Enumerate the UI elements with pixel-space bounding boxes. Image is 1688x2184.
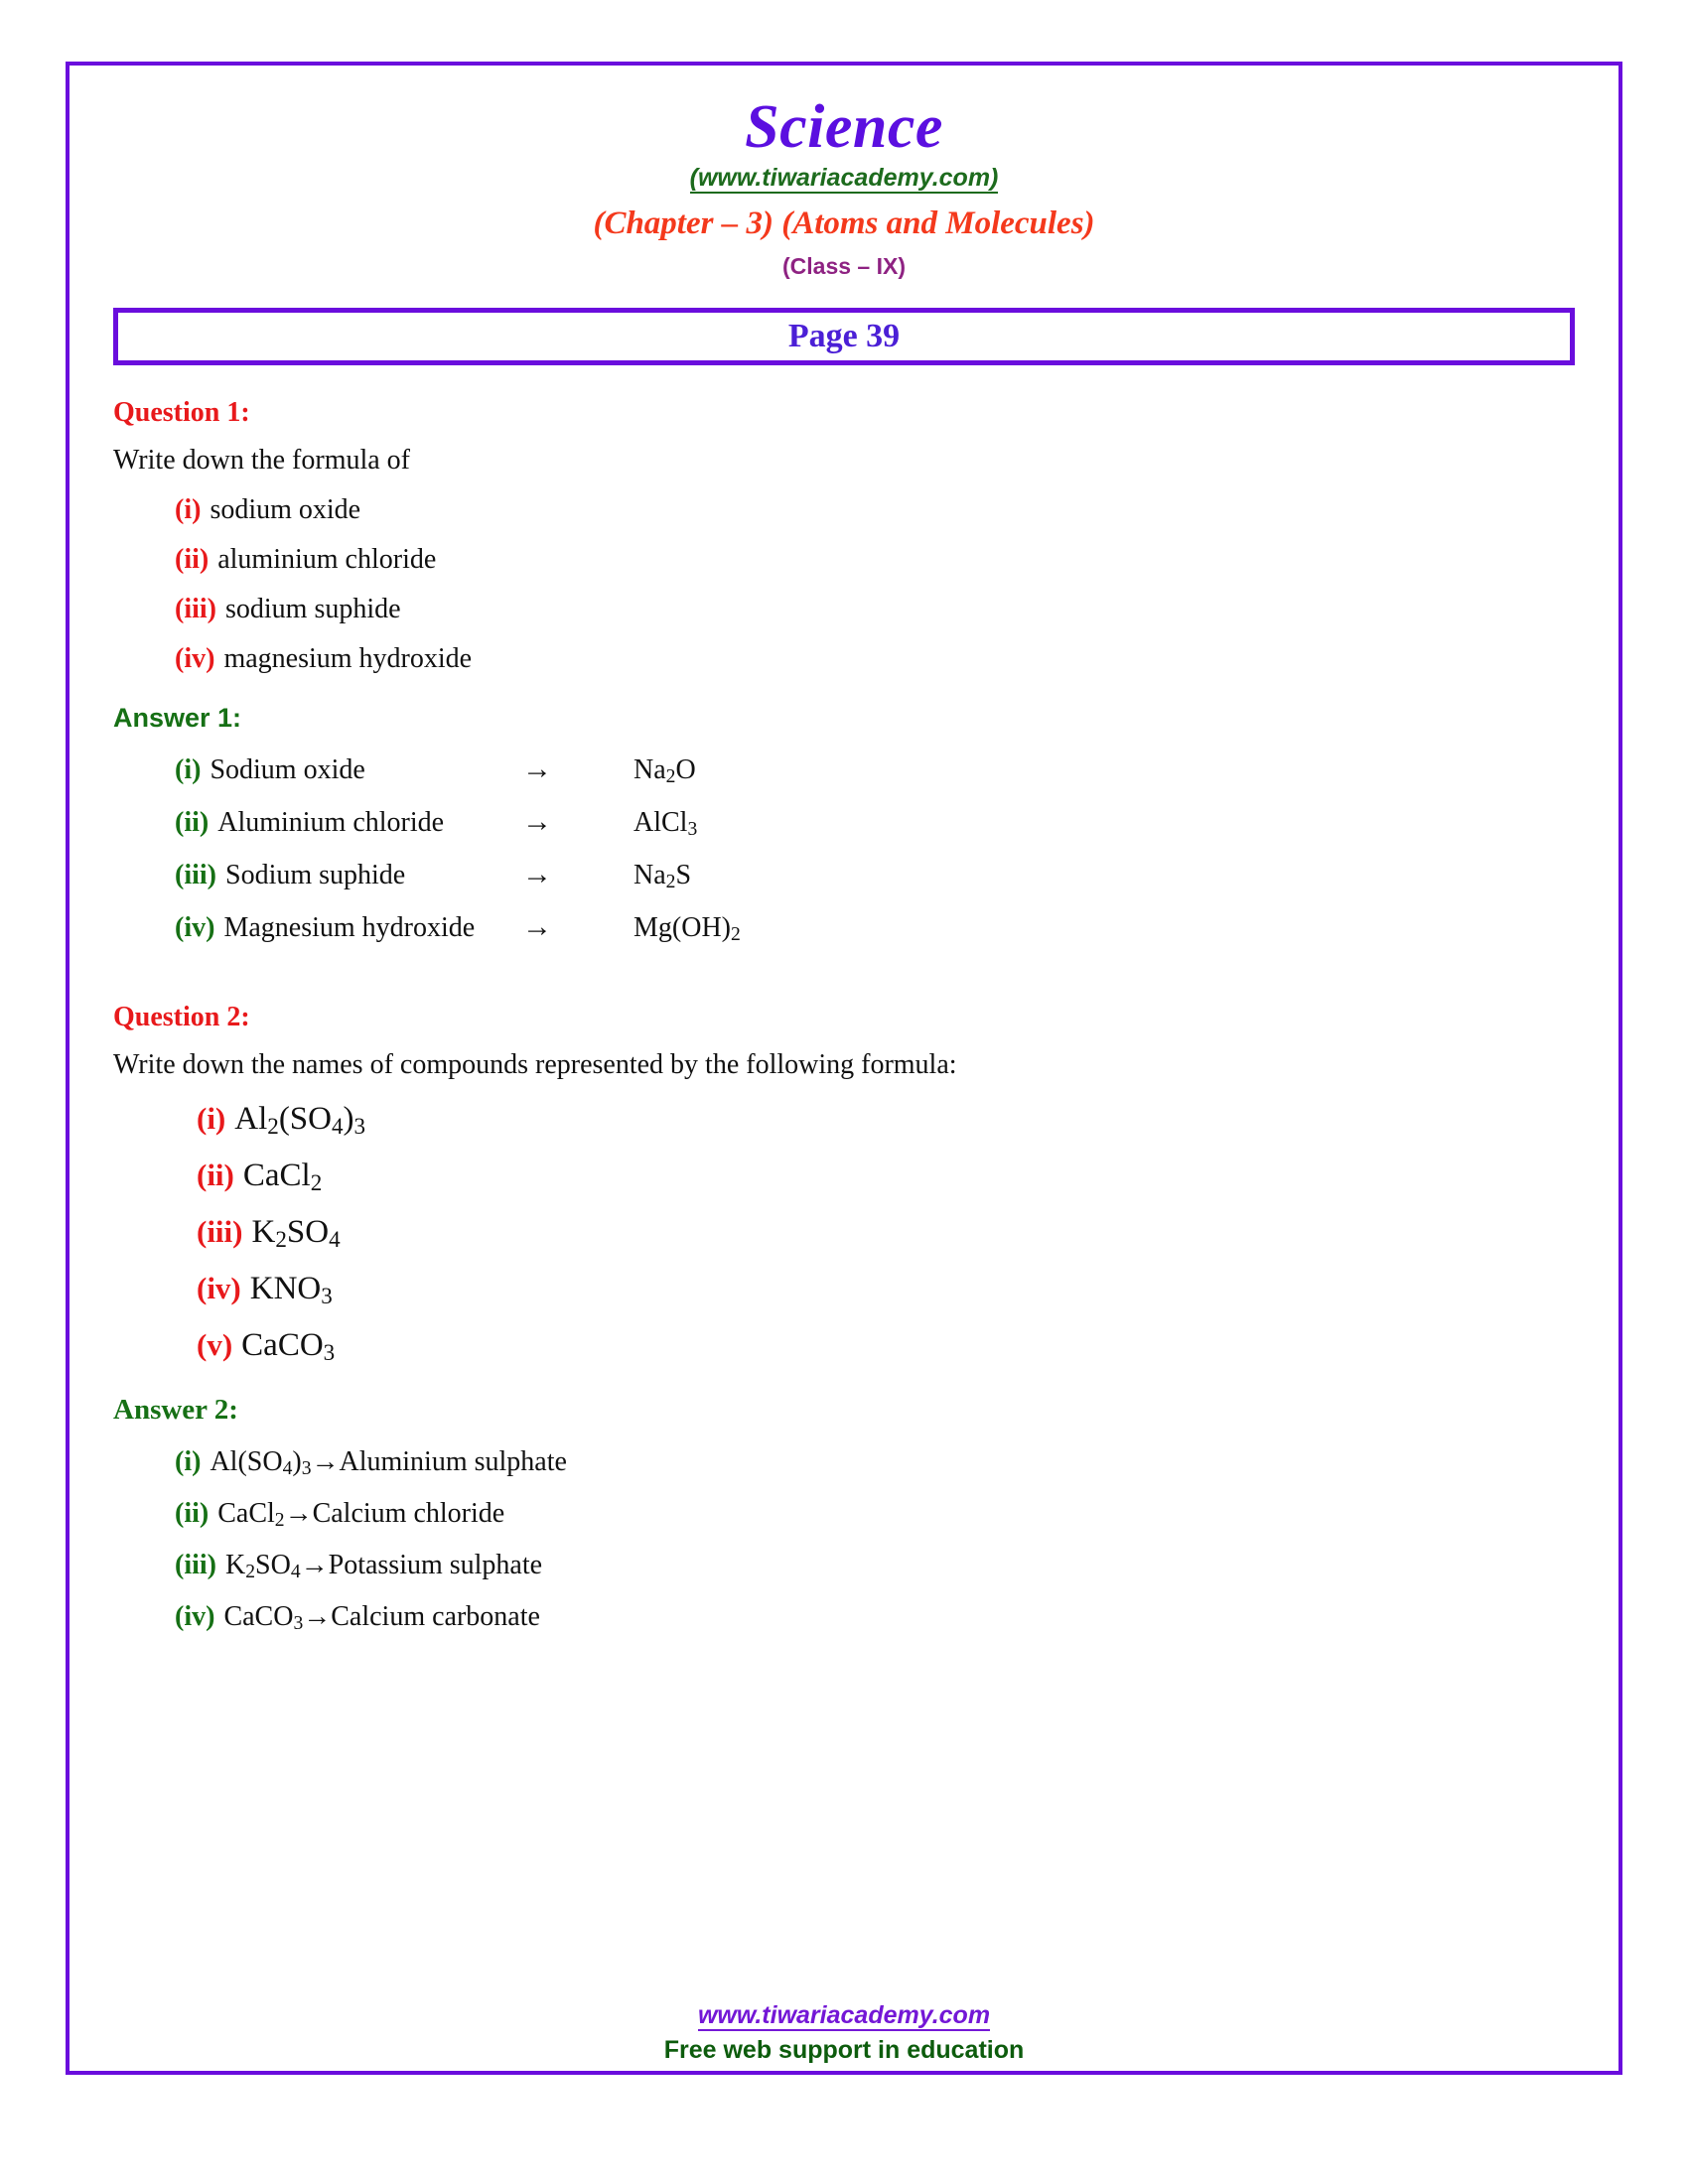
- chemical-formula: [243, 1158, 322, 1194]
- formula-part: ): [343, 1101, 354, 1138]
- arrow-icon: →: [522, 752, 552, 786]
- formula-part: K: [251, 1214, 276, 1251]
- arrow-icon: →: [522, 858, 552, 891]
- list-item: [113, 1601, 1575, 1633]
- formula-subscript: 2: [275, 1226, 287, 1253]
- formula-subscript: 2: [665, 872, 676, 893]
- formula-subscript: 3: [687, 819, 698, 841]
- question-2-heading: Question 2:: [113, 1002, 250, 1033]
- chemical-formula: [234, 1101, 365, 1138]
- footer-website-link[interactable]: [70, 2001, 1618, 2030]
- arrow-icon: →: [522, 805, 552, 839]
- list-item: [113, 1446, 1575, 1478]
- table-row: [113, 752, 1575, 786]
- answer-2-heading: Answer 2:: [113, 1394, 238, 1427]
- class-subtitle: (Class – IX): [782, 253, 906, 280]
- question-1-heading: Question 1:: [113, 397, 250, 429]
- arrow-icon: →: [303, 1601, 332, 1633]
- chemical-formula: [217, 1498, 284, 1530]
- formula-subscript: 2: [310, 1169, 323, 1196]
- page-footer: [70, 2001, 1618, 2065]
- answer-row-name-cell: [175, 912, 522, 944]
- list-item: [113, 1550, 1575, 1581]
- question-1-list: [113, 494, 1575, 675]
- formula-subscript: 2: [245, 1562, 256, 1583]
- list-item: [113, 544, 1575, 576]
- answer-1-list: [113, 752, 1575, 944]
- chemical-formula: [250, 1271, 333, 1307]
- list-item-number: (ii): [175, 544, 210, 576]
- list-item-number: (iii): [175, 594, 216, 625]
- formula-part: SO: [286, 1214, 330, 1251]
- header-website-text: (www.tiwariacademy.com): [689, 164, 999, 193]
- formula-subscript: 4: [290, 1562, 301, 1583]
- formula-part: Al(SO: [210, 1446, 283, 1478]
- compound-name: Magnesium hydroxide: [223, 912, 476, 944]
- chemical-formula: [252, 1214, 341, 1251]
- list-item: [113, 643, 1575, 675]
- list-item-number: (iv): [175, 912, 215, 944]
- formula-subscript: 3: [293, 1613, 304, 1635]
- compound-name: Sodium oxide: [210, 754, 365, 786]
- formula-part: SO: [255, 1550, 291, 1581]
- formula-subscript: 3: [353, 1113, 366, 1140]
- formula-part: Na: [633, 754, 666, 786]
- answer-row-name-cell: [175, 754, 522, 786]
- arrow-icon: →: [311, 1446, 340, 1478]
- list-item: [113, 1327, 1575, 1364]
- page-number-box: [113, 308, 1575, 365]
- list-item-label: magnesium hydroxide: [223, 643, 473, 675]
- document-page-frame: [66, 62, 1622, 2075]
- list-item: [113, 594, 1575, 625]
- compound-name: Calcium carbonate: [331, 1601, 540, 1633]
- list-item: [113, 494, 1575, 526]
- question-2-list: [113, 1101, 1575, 1364]
- list-item-label: aluminium chloride: [217, 544, 437, 576]
- formula-part: KNO: [249, 1271, 322, 1307]
- table-row: [113, 910, 1575, 944]
- list-item: [113, 1101, 1575, 1138]
- list-item-number: (ii): [175, 807, 210, 839]
- answer-2-list: [113, 1446, 1575, 1633]
- formula-subscript: 2: [665, 766, 676, 788]
- chapter-subtitle: (Chapter – 3) (Atoms and Molecules): [593, 205, 1095, 242]
- list-item-number: (v): [197, 1327, 233, 1363]
- formula-part: (SO: [278, 1101, 332, 1138]
- chemical-formula: [633, 807, 697, 839]
- chemical-formula: [633, 754, 696, 786]
- list-item: [113, 1214, 1575, 1251]
- footer-website-text: www.tiwariacademy.com: [697, 2001, 991, 2029]
- formula-part: S: [675, 860, 692, 891]
- compound-name: Aluminium chloride: [217, 807, 445, 839]
- list-item-label: sodium suphide: [225, 594, 401, 625]
- chemical-formula: [633, 860, 691, 891]
- formula-part: CaCl: [242, 1158, 311, 1194]
- formula-part: O: [675, 754, 696, 786]
- chemical-formula: [633, 912, 741, 944]
- formula-part: Al: [234, 1101, 268, 1138]
- list-item-number: (i): [175, 494, 202, 526]
- list-item-number: (ii): [197, 1158, 234, 1193]
- formula-subscript: 4: [332, 1113, 344, 1140]
- compound-name: Calcium chloride: [312, 1498, 505, 1530]
- table-row: [113, 858, 1575, 891]
- list-item: [113, 1498, 1575, 1530]
- formula-subscript: 4: [329, 1226, 341, 1253]
- chemical-formula: [223, 1601, 303, 1633]
- table-row: [113, 805, 1575, 839]
- list-item-number: (iii): [197, 1214, 243, 1250]
- list-item-number: (iii): [175, 1550, 216, 1581]
- chemical-formula: [225, 1550, 301, 1581]
- formula-part: Mg(OH): [633, 912, 731, 944]
- list-item: [113, 1271, 1575, 1307]
- formula-part: CaCO: [223, 1601, 294, 1633]
- formula-subscript: 3: [301, 1458, 312, 1480]
- question-2-prompt: Write down the names of compounds represented by the following formula:: [113, 1049, 957, 1081]
- question-1-prompt: Write down the formula of: [113, 445, 411, 477]
- formula-part: CaCl: [217, 1498, 275, 1530]
- formula-part: AlCl: [633, 807, 688, 839]
- list-item-label: sodium oxide: [210, 494, 361, 526]
- arrow-icon: →: [284, 1498, 313, 1530]
- formula-part: K: [225, 1550, 246, 1581]
- list-item-number: (i): [175, 1446, 202, 1478]
- formula-subscript: 2: [267, 1113, 279, 1140]
- formula-part: CaCO: [241, 1327, 324, 1364]
- list-item-number: (i): [197, 1101, 226, 1137]
- formula-part: Na: [633, 860, 666, 891]
- chemical-formula: [241, 1327, 335, 1364]
- compound-name: Sodium suphide: [225, 860, 406, 891]
- list-item-number: (iv): [197, 1271, 241, 1306]
- formula-subscript: 2: [731, 924, 741, 946]
- page-number-label: Page 39: [787, 318, 901, 355]
- formula-subscript: 3: [323, 1339, 336, 1366]
- formula-subscript: 2: [274, 1510, 285, 1532]
- compound-name: Potassium sulphate: [328, 1550, 543, 1581]
- header-website-link: [70, 164, 1618, 193]
- formula-part: ): [292, 1446, 302, 1478]
- document-title: Science: [745, 93, 943, 161]
- list-item-number: (ii): [175, 1498, 210, 1530]
- formula-subscript: 3: [321, 1283, 333, 1309]
- list-item-number: (iii): [175, 860, 216, 891]
- arrow-icon: →: [300, 1550, 329, 1581]
- formula-subscript: 4: [282, 1458, 293, 1480]
- answer-row-name-cell: [175, 807, 522, 839]
- compound-name: Aluminium sulphate: [339, 1446, 567, 1478]
- arrow-icon: →: [522, 910, 552, 944]
- footer-tagline: Free web support in education: [663, 2036, 1025, 2064]
- list-item-number: (i): [175, 754, 202, 786]
- list-item-number: (iv): [175, 643, 215, 675]
- chemical-formula: [210, 1446, 311, 1478]
- list-item: [113, 1158, 1575, 1194]
- list-item-number: (iv): [175, 1601, 215, 1633]
- answer-1-heading: Answer 1:: [113, 703, 242, 734]
- answer-row-name-cell: [175, 860, 522, 891]
